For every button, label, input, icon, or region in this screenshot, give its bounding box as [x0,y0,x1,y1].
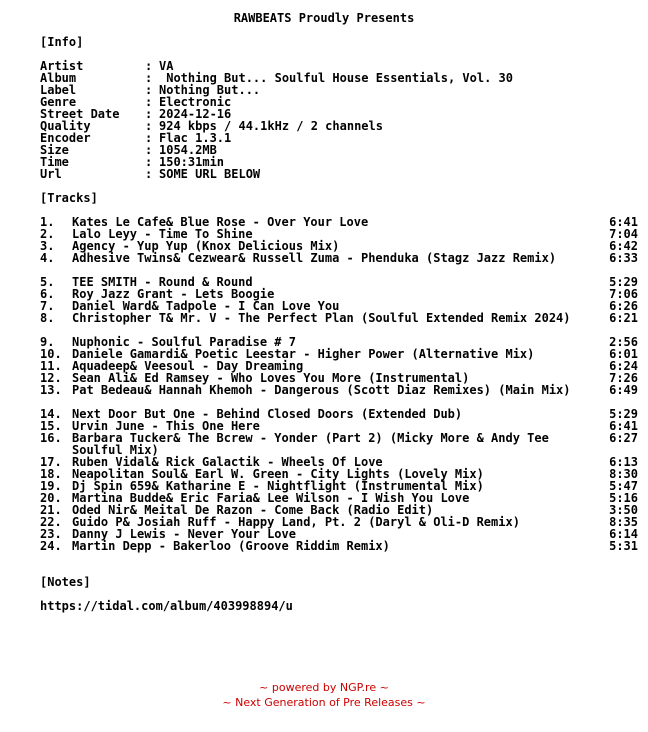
info-key: Quality [40,119,91,133]
track-number: 14. [40,407,62,421]
track-title: Roy Jazz Grant - Lets Boogie [72,287,275,301]
track-title: TEE SMITH - Round & Round [72,275,253,289]
track-duration: 2:56 [609,335,638,349]
track-duration: 5:29 [609,407,638,421]
track-duration: 6:24 [609,359,638,373]
track-number: 9. [40,335,55,349]
info-value: 2024-12-16 [159,107,232,121]
track-duration: 6:42 [609,239,638,253]
track-duration: 8:30 [609,467,638,481]
info-separator: : [145,167,153,181]
track-title: Sean Ali& Ed Ramsey - Who Loves You More (Instrumental) [72,371,470,385]
track-number: 10. [40,347,62,361]
info-key: Artist [40,59,84,73]
track-duration: 6:21 [609,311,638,325]
track-number: 16. [40,431,62,445]
track-title: Neapolitan Soul& Earl W. Green - City Lights (Lovely Mix) [72,467,484,481]
info-separator: : [145,155,153,169]
track-number: 22. [40,515,62,529]
info-value: Nothing But... [159,83,261,97]
track-number: 23. [40,527,62,541]
track-number: 8. [40,311,55,325]
track-number: 4. [40,251,55,265]
track-title: Oded Nir& Meital De Razon - Come Back (Radio Edit) [72,503,434,517]
track-title: Aquadeep& Veesoul - Day Dreaming [72,359,304,373]
info-value: Flac 1.3.1 [159,131,232,145]
track-duration: 8:35 [609,515,638,529]
track-duration: 6:14 [609,527,638,541]
track-duration: 5:31 [609,539,638,553]
info-separator: : [145,71,153,85]
info-key: Album [40,71,77,85]
info-key: Street Date [40,107,120,121]
track-duration: 6:27 [609,431,638,445]
track-duration: 6:49 [609,383,638,397]
track-title: Lalo Leyy - Time To Shine [72,227,253,241]
track-title: Martin Depp - Bakerloo (Groove Riddim Remix) [72,539,390,553]
notes-url[interactable]: https://tidal.com/album/403998894/u [40,599,293,613]
info-separator: : [145,59,153,73]
info-key: Genre [40,95,77,109]
track-title: Adhesive Twins& Cezwear& Russell Zuma - Phenduka (Stagz Jazz Remix) [72,251,557,265]
track-row [40,540,640,552]
info-value: VA [159,59,174,73]
track-title: Nuphonic - Soulful Paradise # 7 [72,335,296,349]
info-separator: : [145,131,153,145]
track-duration: 6:41 [609,215,638,229]
track-title: Martina Budde& Eric Faria& Lee Wilson - I Wish You Love [72,491,470,505]
page-title: RAWBEATS Proudly Presents [233,11,415,25]
track-number: 13. [40,383,62,397]
track-duration: 6:13 [609,455,638,469]
track-duration: 5:47 [609,479,638,493]
track-duration: 6:41 [609,419,638,433]
footer-tagline: ~ Next Generation of Pre Releases ~ [222,696,426,709]
track-row [40,312,640,324]
track-number: 24. [40,539,62,553]
track-duration: 6:01 [609,347,638,361]
info-value: Electronic [159,95,232,109]
info-separator: : [145,107,153,121]
track-number: 6. [40,287,55,301]
track-number: 11. [40,359,62,373]
track-number: 21. [40,503,62,517]
track-title: Pat Bedeau& Hannah Khemoh - Dangerous (Scott Diaz Remixes) (Main Mix) [72,383,571,397]
info-key: Size [40,143,69,157]
track-title: Ruben Vidal& Rick Galactik - Wheels Of Love [72,455,383,469]
info-heading: [Info] [40,35,84,49]
track-title: Agency - Yup Yup (Knox Delicious Mix) [72,239,340,253]
track-number: 5. [40,275,55,289]
info-separator: : [145,119,153,133]
track-title: Danny J Lewis - Never Your Love [72,527,296,541]
track-row [40,252,640,264]
tracks-heading: [Tracks] [40,191,98,205]
track-title: Daniele Gamardi& Poetic Leestar - Higher Power (Alternative Mix) [72,347,535,361]
info-key: Encoder [40,131,91,145]
track-number: 19. [40,479,62,493]
track-title: Next Door But One - Behind Closed Doors (Extended Dub) [72,407,463,421]
info-key: Url [40,167,62,181]
track-duration: 6:26 [609,299,638,313]
info-value: 924 kbps / 44.1kHz / 2 channels [159,119,383,133]
info-separator: : [145,143,153,157]
track-row [40,384,640,396]
track-title: Christopher T& Mr. V - The Perfect Plan (Soulful Extended Remix 2024) [72,311,571,325]
track-duration: 7:04 [609,227,638,241]
track-duration: 7:06 [609,287,638,301]
track-number: 1. [40,215,55,229]
notes-heading: [Notes] [40,575,91,589]
track-title: Barbara Tucker& The Bcrew - Yonder (Part 2) (Micky More & Andy Tee Soulful Mix) [72,431,549,457]
track-number: 18. [40,467,62,481]
track-number: 17. [40,455,62,469]
track-title: Urvin June - This One Here [72,419,260,433]
info-key: Time [40,155,69,169]
track-number: 20. [40,491,62,505]
track-duration: 6:33 [609,251,638,265]
track-number: 3. [40,239,55,253]
track-duration: 5:16 [609,491,638,505]
info-separator: : [145,83,153,97]
track-title: Dj Spin 659& Katharine E - Nightflight (Instrumental Mix) [72,479,484,493]
track-number: 12. [40,371,62,385]
info-value: Nothing But... Soulful House Essentials, Vol. 30 [159,71,514,85]
info-value: SOME URL BELOW [159,167,261,181]
info-value: 1054.2MB [159,143,217,157]
track-duration: 7:26 [609,371,638,385]
track-title: Kates Le Cafe& Blue Rose - Over Your Love [72,215,369,229]
info-separator: : [145,95,153,109]
track-duration: 3:50 [609,503,638,517]
footer-powered-by: ~ powered by NGP.re ~ [259,681,389,694]
track-number: 2. [40,227,55,241]
info-value: 150:31min [159,155,225,169]
track-number: 7. [40,299,55,313]
track-number: 15. [40,419,62,433]
track-title: Guido P& Josiah Ruff - Happy Land, Pt. 2 (Daryl & Oli-D Remix) [72,515,520,529]
track-title: Daniel Ward& Tadpole - I Can Love You [72,299,340,313]
track-duration: 5:29 [609,275,638,289]
track-row [40,431,640,457]
info-key: Label [40,83,77,97]
